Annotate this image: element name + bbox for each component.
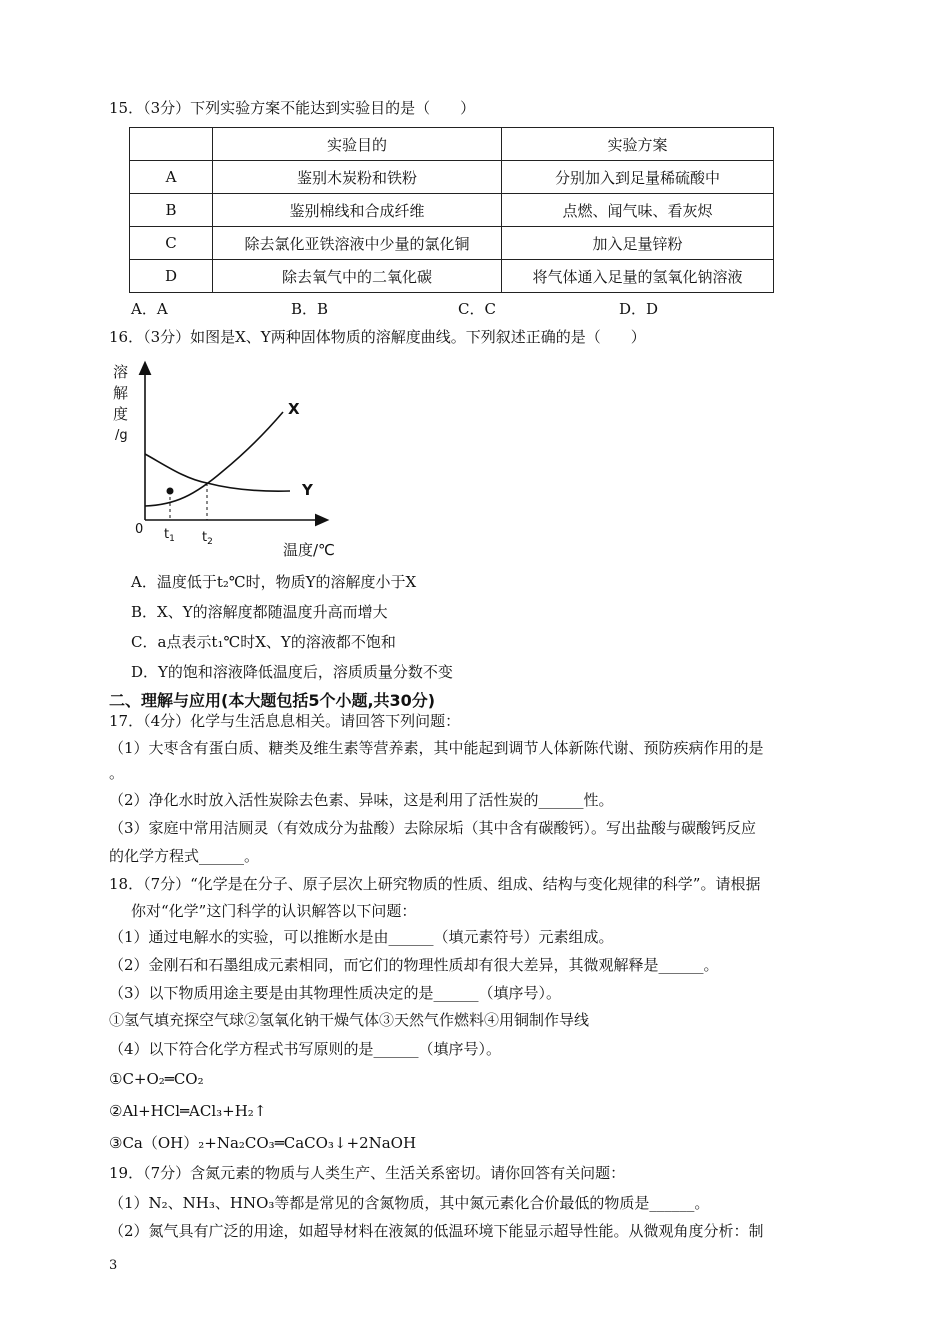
y-axis-label-char: /g: [115, 428, 128, 443]
q17-line: （2）净化水时放入活性炭除去色素、异味，这是利用了活性炭的______性。: [109, 791, 614, 809]
q16-option-c: C．a点表示t₁℃时X、Y的溶液都不饱和: [131, 633, 396, 651]
q16-option-b: B．X、Y的溶解度都随温度升高而增大: [131, 603, 388, 621]
origin-label: 0: [135, 522, 144, 537]
table-cell: 鉴别木炭粉和铁粉: [213, 161, 502, 194]
table-row: [130, 227, 774, 260]
q18-line: （4）以下符合化学方程式书写原则的是______（填序号）。: [109, 1040, 502, 1058]
table-cell: D: [130, 260, 213, 293]
q15-option-a: A．A: [131, 300, 168, 318]
table-header-row: [130, 128, 774, 161]
table-row: [130, 260, 774, 293]
table-cell: 分别加入到足量稀硫酸中: [502, 161, 774, 194]
t1-label: $t_1$: [164, 527, 175, 544]
q15-option-d: D．D: [619, 300, 659, 318]
q15-stem: 15．（3分）下列实验方案不能达到实验目的是（ ）: [109, 99, 476, 117]
q19-line: （2）氮气具有广泛的用途，如超导材料在液氮的低温环境下能显示超导性能。从微观角度分析：制: [109, 1222, 764, 1240]
q18-equation: ③Ca（OH）₂+Na₂CO₃═CaCO₃↓+2NaOH: [109, 1134, 417, 1152]
y-axis-label-char: 溶: [113, 363, 129, 381]
table-cell: 点燃、闻气味、看灰烬: [502, 194, 774, 227]
q19-stem: 19．（7分）含氮元素的物质与人类生产、生活关系密切。请你回答有关问题：: [109, 1164, 626, 1182]
q17-line: （3）家庭中常用洁厕灵（有效成分为盐酸）去除尿垢（其中含有碳酸钙）。写出盐酸与碳酸钙反应: [109, 819, 757, 837]
q15-table: [129, 127, 774, 293]
section-heading: 二、理解与应用(本大题包括5个小题,共30分): [109, 691, 436, 710]
table-cell: C: [130, 227, 213, 260]
table-cell: 除去氯化亚铁溶液中少量的氯化铜: [213, 227, 502, 260]
table-cell: 除去氧气中的二氧化碳: [213, 260, 502, 293]
q18-line: （1）通过电解水的实验，可以推断水是由______（填元素符号）元素组成。: [109, 928, 614, 946]
q16-option-d: D．Y的饱和溶液降低温度后，溶质质量分数不变: [131, 663, 453, 681]
q18-equation: ②Al+HCl═ACl₃+H₂↑: [109, 1102, 267, 1120]
x-axis-label: 温度/℃: [283, 541, 335, 559]
q17-line: （1）大枣含有蛋白质、糖类及维生素等营养素，其中能起到调节人体新陈代谢、预防疾病作用的是: [109, 739, 764, 757]
table-cell: 鉴别棉线和合成纤维: [213, 194, 502, 227]
curve-y: [145, 454, 290, 491]
table-cell: B: [130, 194, 213, 227]
curve-y-label: Y: [302, 481, 313, 499]
y-axis-label-char: 解: [113, 384, 129, 402]
q15-option-c: C．C: [458, 300, 496, 318]
q17-line: 的化学方程式______。: [109, 847, 260, 865]
q18-line: （2）金刚石和石墨组成元素相同，而它们的物理性质却有很大差异，其微观解释是______。: [109, 956, 719, 974]
q17-line: 。: [109, 764, 125, 782]
table-row: [130, 194, 774, 227]
curve-x-label: X: [288, 400, 300, 418]
q18-equation: ①C+O₂═CO₂: [109, 1070, 204, 1088]
table-header-cell: [130, 128, 213, 161]
q17-stem: 17．（4分）化学与生活息息相关。请回答下列问题：: [109, 712, 461, 730]
table-header-cell: 实验方案: [502, 128, 774, 161]
table-row: [130, 161, 774, 194]
q18-stem: 18．（7分）“化学是在分子、原子层次上研究物质的性质、组成、结构与变化规律的科学”。请根据: [109, 875, 761, 893]
table-cell: 将气体通入足量的氢氧化钠溶液: [502, 260, 774, 293]
table-header-cell: 实验目的: [213, 128, 502, 161]
q18-stem-cont: 你对“化学”这门科学的认识解答以下问题：: [131, 902, 417, 920]
page-number: 3: [109, 1258, 118, 1273]
table-cell: 加入足量锌粉: [502, 227, 774, 260]
q16-stem: 16．（3分）如图是X、Y两种固体物质的溶解度曲线。下列叙述正确的是（ ）: [109, 328, 646, 346]
q19-line: （1）N₂、NH₃、HNO₃等都是常见的含氮物质，其中氮元素化合价最低的物质是______。: [109, 1194, 710, 1212]
q15-option-b: B．B: [291, 300, 329, 318]
q16-option-a: A．温度低于t₂℃时，物质Y的溶解度小于X: [131, 573, 417, 591]
y-axis-label-char: 度: [113, 405, 129, 423]
solubility-graph: [105, 355, 365, 565]
q18-line: ①氢气填充探空气球②氢氧化钠干燥气体③天然气作燃料④用铜制作导线: [109, 1011, 590, 1029]
table-cell: A: [130, 161, 213, 194]
q18-line: （3）以下物质用途主要是由其物理性质决定的是______（填序号）。: [109, 984, 562, 1002]
t2-label: $t_2$: [202, 530, 213, 547]
curve-x: [145, 412, 283, 506]
point-a: [167, 488, 174, 495]
